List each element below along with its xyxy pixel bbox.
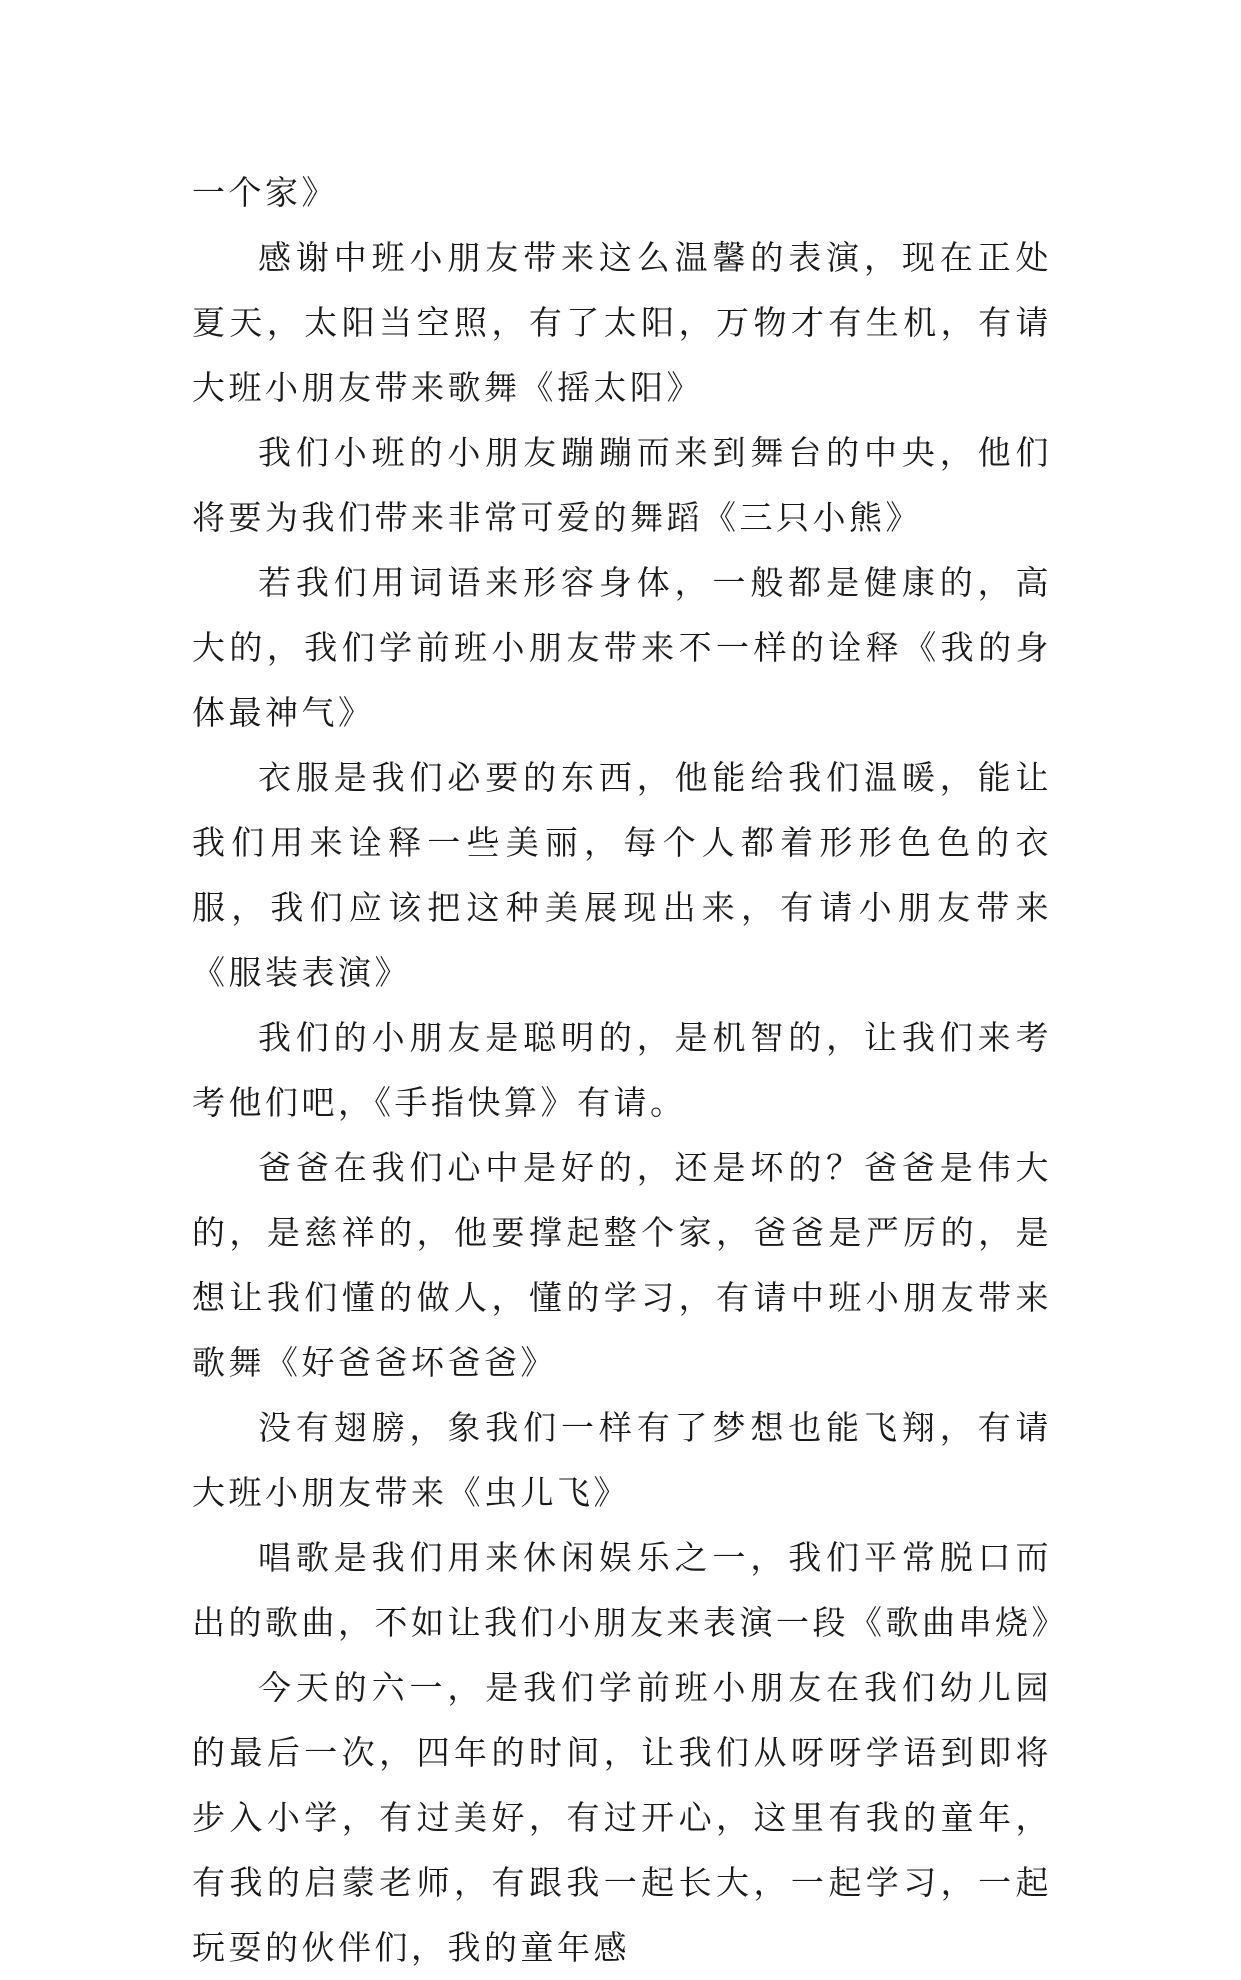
paragraph: 衣服是我们必要的东西，他能给我们温暖，能让我们用来诠释一些美丽，每个人都着形形色色的衣服，我们应该把这种美展现出来，有请小朋友带来《服装表演》 xyxy=(192,758,1052,992)
paragraph: 我们的小朋友是聪明的，是机智的，让我们来考考他们吧，《手指快算》有请。 xyxy=(192,1018,1052,1122)
paragraph: 一个家》 xyxy=(192,173,338,212)
paragraph: 没有翅膀，象我们一样有了梦想也能飞翔，有请大班小朋友带来《虫儿飞》 xyxy=(192,1408,1052,1512)
paragraph: 我们小班的小朋友蹦蹦而来到舞台的中央，他们将要为我们带来非常可爱的舞蹈《三只小熊》 xyxy=(192,433,1052,537)
paragraph: 爸爸在我们心中是好的，还是坏的？爸爸是伟大的，是慈祥的，他要撑起整个家，爸爸是严厉的，是想让我们懂的做人，懂的学习，有请中班小朋友带来歌舞《好爸爸坏爸爸》 xyxy=(192,1148,1052,1382)
paragraph: 唱歌是我们用来休闲娱乐之一，我们平常脱口而出的歌曲，不如让我们小朋友来表演一段《歌曲串烧》 xyxy=(192,1538,1068,1642)
paragraph: 今天的六一，是我们学前班小朋友在我们幼儿园的最后一次，四年的时间，让我们从呀呀学语到即将步入小学，有过美好，有过开心，这里有我的童年，有我的启蒙老师，有跟我一起长大，一起学习，一起玩耍的伙伴们，我的童年感 xyxy=(192,1668,1052,1967)
paragraph: 若我们用词语来形容身体，一般都是健康的，高大的，我们学前班小朋友带来不一样的诠释《我的身体最神气》 xyxy=(192,563,1052,732)
paragraph: 感谢中班小朋友带来这么温馨的表演，现在正处夏天，太阳当空照，有了太阳，万物才有生机，有请大班小朋友带来歌舞《摇太阳》 xyxy=(192,238,1052,407)
body-text xyxy=(192,160,1068,1980)
